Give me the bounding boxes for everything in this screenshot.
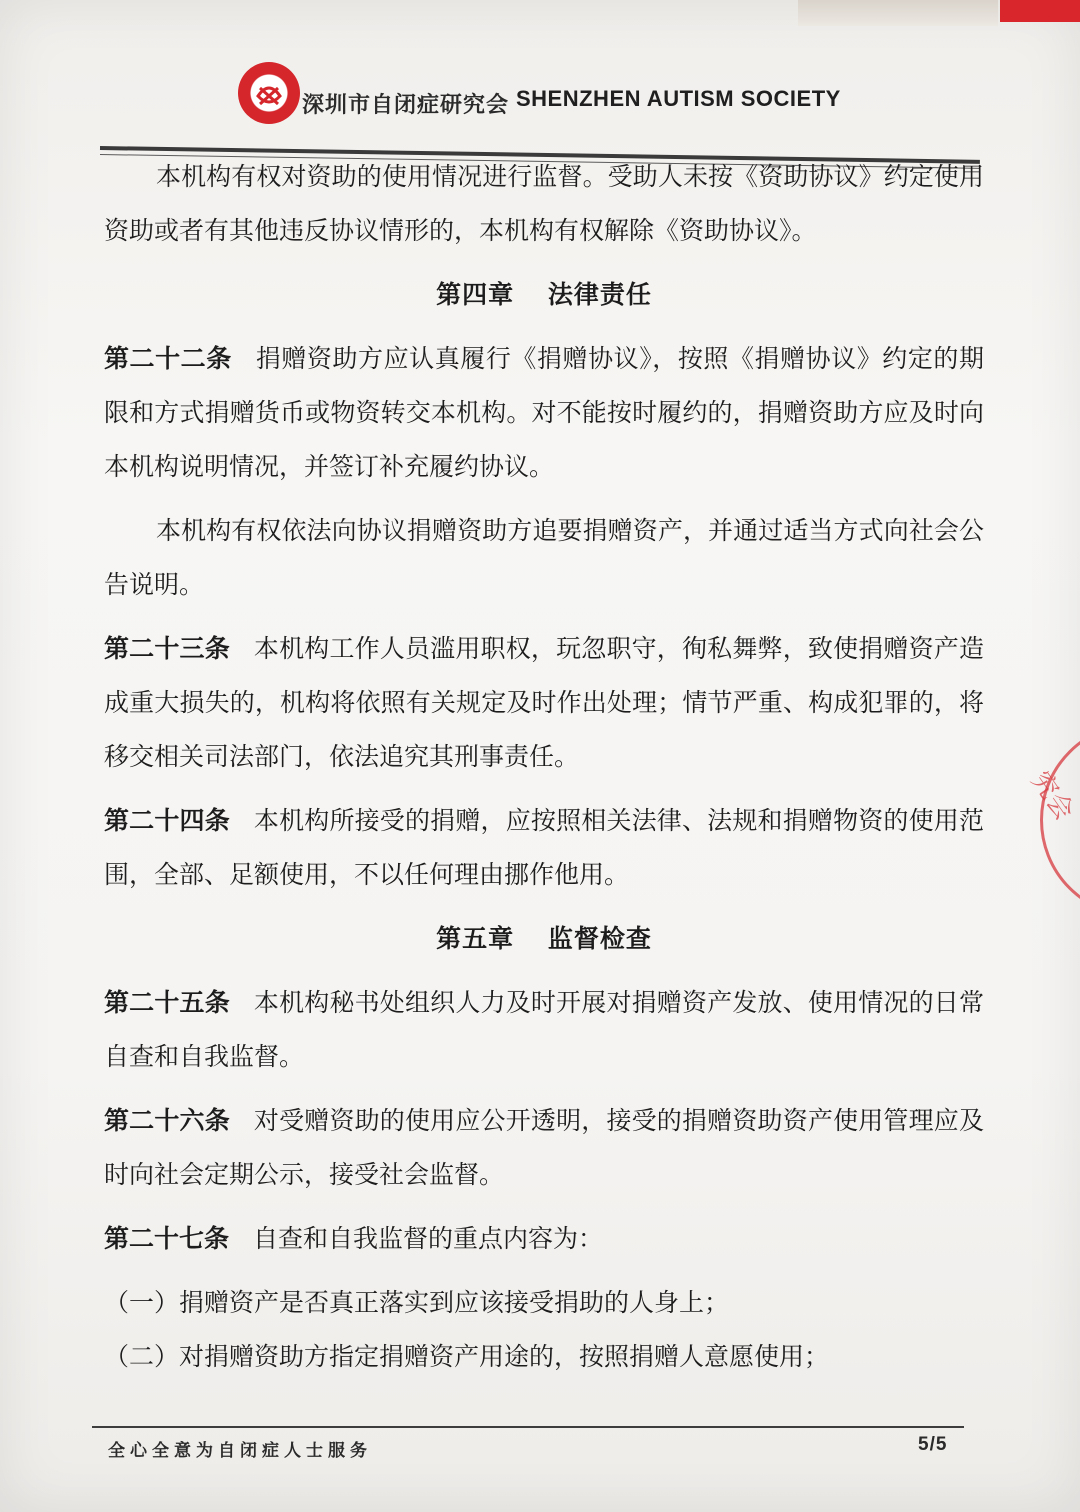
article-text: 本机构工作人员滥用职权，玩忽职守，徇私舞弊，致使捐赠资产造成重大损失的，机构将依照有关规定及时作出处理；情节严重、构成犯罪的，将移交相关司法部门，依法追究其刑事责任。	[104, 634, 984, 771]
chapter-five-heading	[104, 912, 984, 966]
chapter-four-heading	[104, 268, 984, 322]
document-body	[104, 150, 984, 1384]
article-number: 第二十二条	[104, 344, 232, 373]
org-name-chinese: 深圳市自闭症研究会	[302, 93, 510, 118]
article-number: 第二十六条	[104, 1106, 230, 1135]
chapter-title: 法律责任	[547, 280, 652, 309]
article-24	[104, 794, 984, 902]
org-name-english: SHENZHEN AUTISM SOCIETY	[516, 86, 841, 111]
footer-slogan: 全心全意为自闭症人士服务	[108, 1441, 372, 1461]
article-text: 本机构秘书处组织人力及时开展对捐赠资产发放、使用情况的日常自查和自我监督。	[104, 988, 984, 1071]
article-22	[104, 332, 984, 494]
letterhead	[0, 50, 1080, 140]
red-object-corner	[1000, 0, 1080, 22]
article-27	[104, 1212, 984, 1266]
page-number: 5/5	[918, 1434, 948, 1455]
seal-text: 究会	[1024, 766, 1080, 826]
chapter-number: 第五章	[436, 924, 515, 953]
article-text: 本机构所接受的捐赠，应按照相关法律、法规和捐赠物资的使用范围，全部、足额使用，不以任何理由挪作他用。	[104, 806, 984, 889]
paper-fold	[798, 0, 998, 26]
article-text: 捐赠资助方应认真履行《捐赠协议》，按照《捐赠协议》约定的期限和方式捐赠货币或物资转交本机构。对不能按时履约的，捐赠资助方应及时向本机构说明情况，并签订补充履约协议。	[104, 344, 984, 481]
official-seal	[1024, 722, 1080, 918]
society-logo-icon	[238, 62, 300, 124]
article-text: 自查和自我监督的重点内容为：	[253, 1224, 604, 1253]
article-number: 第二十三条	[104, 634, 230, 663]
chapter-number: 第四章	[436, 280, 515, 309]
article-text: 对受赠资助的使用应公开透明，接受的捐赠资助资产使用管理应及时向社会定期公示，接受社会监督。	[104, 1106, 984, 1189]
list-item: （一）捐赠资产是否真正落实到应该接受捐助的人身上；	[104, 1288, 730, 1317]
article-22-paragraph-2: 本机构有权依法向协议捐赠资助方追要捐赠资产，并通过适当方式向社会公告说明。	[104, 516, 984, 599]
article-number: 第二十五条	[104, 988, 230, 1017]
article-number: 第二十四条	[104, 806, 230, 835]
list-item: （二）对捐赠资助方指定捐赠资产用途的，按照捐赠人意愿使用；	[104, 1342, 830, 1371]
article-23	[104, 622, 984, 784]
paragraph-intro: 本机构有权对资助的使用情况进行监督。受助人未按《资助协议》约定使用资助或者有其他违反协议情形的，本机构有权解除《资助协议》。	[104, 162, 984, 245]
footer-divider	[92, 1426, 964, 1428]
article-26	[104, 1094, 984, 1202]
chapter-title: 监督检查	[547, 924, 652, 953]
article-number: 第二十七条	[104, 1224, 230, 1253]
article-25	[104, 976, 984, 1084]
